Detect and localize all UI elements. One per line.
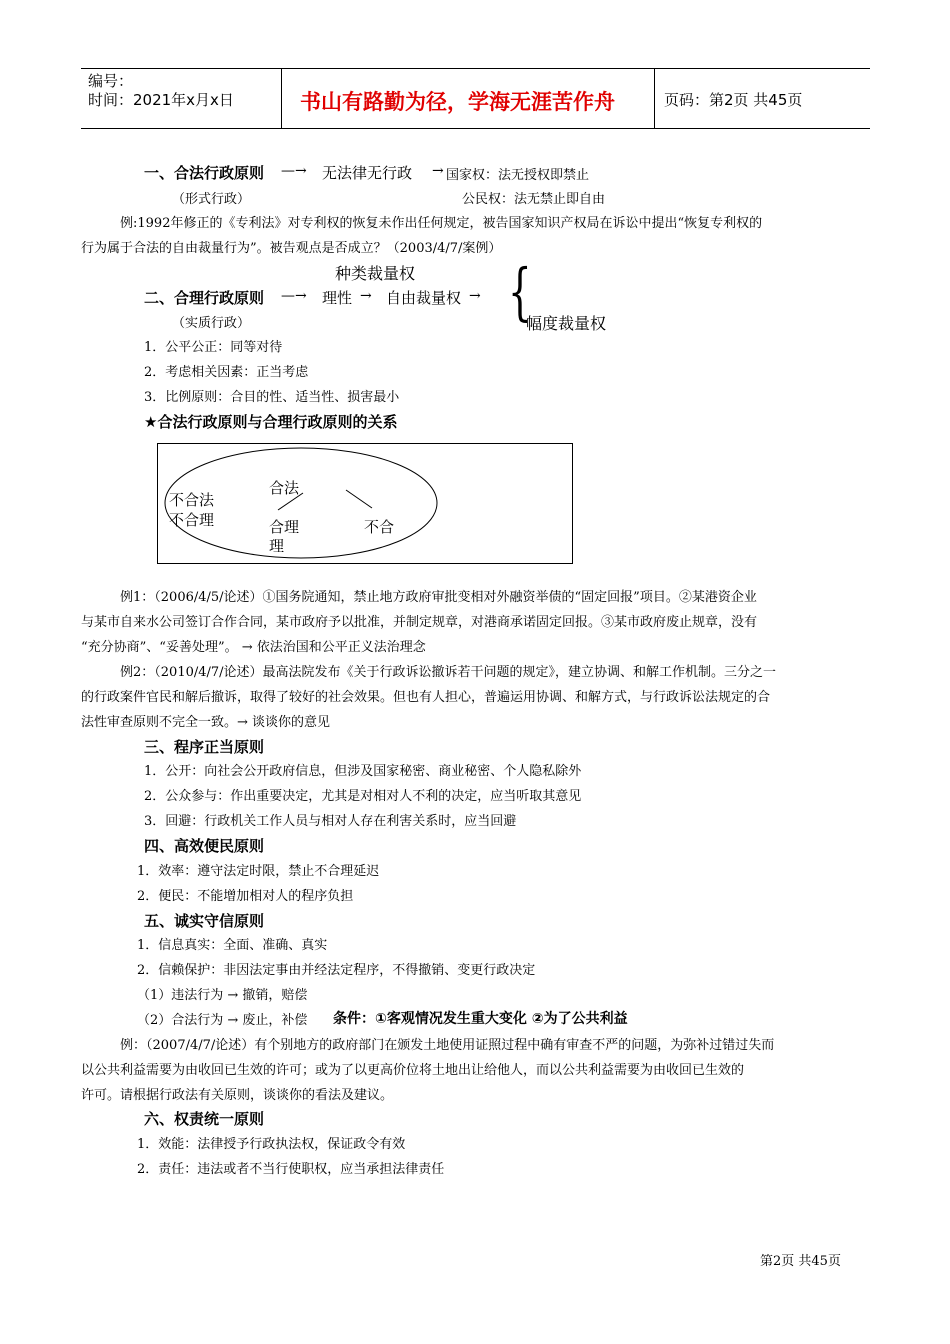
section-3-title: 三、程序正当原则 bbox=[144, 738, 265, 756]
section-1-arrow-2: → bbox=[432, 163, 444, 179]
section-2-arrow-2: → bbox=[360, 288, 372, 304]
section-1-example-line-2: 行为属于合法的自由裁量行为”。被告观点是否成立？（2003/4/7/案例） bbox=[81, 241, 502, 256]
header-page-number: 页码：第2页 共45页 bbox=[664, 91, 803, 109]
diagram-slash-right bbox=[346, 490, 372, 508]
section-5-example-line-1: 例：（2007/4/7/论述）有个别地方的政府部门在颁发土地使用证照过程中确有审查不严的问题，为弥补过错过失而 bbox=[120, 1038, 775, 1053]
section-2-arrow-3: → bbox=[469, 288, 481, 304]
section-3-item-1: 1．公开：向社会公开政府信息，但涉及国家秘密、商业秘密、个人隐私除外 bbox=[144, 764, 582, 779]
diagram-reasonable-label-2: 理 bbox=[269, 537, 285, 555]
example-1-line-1: 例1：（2006/4/5/论述）①国务院通知，禁止地方政府审批变相对外融资举债的“固定回报”项目。②某港资企业 bbox=[120, 590, 757, 605]
section-2-item-3: 3．比例原则：合目的性、适当性、损害最小 bbox=[144, 390, 400, 405]
section-4-item-2: 2．便民：不能增加相对人的程序负担 bbox=[137, 889, 354, 904]
citizen-power-rule: 公民权：法无禁止即自由 bbox=[462, 192, 606, 207]
document-number-label: 编号： bbox=[88, 72, 134, 90]
section-5-example-line-2: 以公共利益需要为由收回已生效的许可；或为了以更高价位将土地出让给他人，而以公共利益需要为由收回已生效的 bbox=[81, 1063, 745, 1078]
header-motto: 书山有路勤为径，学海无涯苦作舟 bbox=[300, 90, 615, 114]
section-3-item-3: 3．回避：行政机关工作人员与相对人存在利害关系时，应当回避 bbox=[144, 814, 517, 829]
example-2-line-3: 法性审查原则不完全一致。→ 谈谈你的意见 bbox=[81, 715, 331, 730]
section-1-note: （形式行政） bbox=[172, 192, 251, 207]
state-power-rule: 国家权：法无授权即禁止 bbox=[446, 168, 590, 183]
header-top-border bbox=[81, 68, 870, 69]
section-5-item-4: （2）合法行为 → 废止，补偿 bbox=[137, 1013, 308, 1028]
relation-title: ★合法行政原则与合理行政原则的关系 bbox=[144, 413, 398, 431]
section-3-item-2: 2．公众参与：作出重要决定，尤其是对相对人不利的决定，应当听取其意见 bbox=[144, 789, 582, 804]
section-4-title: 四、高效便民原则 bbox=[144, 837, 265, 855]
discretion-range-label: 幅度裁量权 bbox=[526, 314, 607, 333]
section-6-item-1: 1．效能：法律授予行政执法权，保证政令有效 bbox=[137, 1137, 406, 1152]
discretion-type-label: 种类裁量权 bbox=[335, 264, 416, 283]
relation-diagram-shapes bbox=[157, 443, 573, 564]
section-5-condition: 条件：①客观情况发生重大变化 ②为了公共利益 bbox=[333, 1011, 628, 1027]
diagram-reasonable-label: 合理 bbox=[269, 518, 300, 536]
document-date: 时间：2021年x月x日 bbox=[88, 91, 234, 109]
section-2-note: （实质行政） bbox=[172, 316, 251, 331]
reason-label: 理性 bbox=[322, 289, 353, 307]
section-4-item-1: 1．效率：遵守法定时限，禁止不合理延迟 bbox=[137, 864, 380, 879]
section-2-title: 二、合理行政原则 bbox=[144, 289, 265, 307]
section-5-item-2: 2．信赖保护：非因法定事由并经法定程序，不得撤销、变更行政决定 bbox=[137, 963, 536, 978]
section-1-title: 一、合法行政原则 bbox=[144, 164, 265, 182]
example-1-line-2: 与某市自来水公司签订合作合同，某市政府予以批准，并制定规章，对港商承诺固定回报。③某市政府废止规章，没有 bbox=[81, 615, 758, 630]
section-5-item-3: （1）违法行为 → 撤销，赔偿 bbox=[137, 988, 308, 1003]
header-divider-right bbox=[654, 68, 655, 128]
diagram-outer-label-1: 不合法 bbox=[169, 491, 215, 509]
diagram-outer-label-2: 不合理 bbox=[169, 511, 215, 529]
section-1-arrow: —→ bbox=[281, 163, 307, 179]
section-1-example-line-1: 例:1992年修正的《专利法》对专利权的恢复未作出任何规定，被告国家知识产权局在诉讼中提出“恢复专利权的 bbox=[120, 216, 763, 231]
header-divider-left bbox=[281, 68, 282, 128]
diagram-not-reasonable-label: 不合 bbox=[364, 518, 395, 536]
section-1-middle: 无法律无行政 bbox=[322, 164, 413, 182]
example-2-line-2: 的行政案件官民和解后撤诉，取得了较好的社会效果。但也有人担心，普遍运用协调、和解方式，与行政诉讼法规定的合 bbox=[81, 690, 771, 705]
section-5-title: 五、诚实守信原则 bbox=[144, 912, 265, 930]
footer-page-number: 第2页 共45页 bbox=[760, 1254, 841, 1269]
example-2-line-1: 例2：（2010/4/7/论述）最高法院发布《关于行政诉讼撤诉若干问题的规定》，建立协调、和解工作机制。三分之一 bbox=[120, 665, 777, 680]
discretion-brace: { bbox=[508, 255, 532, 328]
section-2-item-1: 1．公平公正：同等对待 bbox=[144, 340, 283, 355]
header-bottom-border bbox=[81, 128, 870, 129]
section-5-item-1: 1．信息真实：全面、准确、真实 bbox=[137, 938, 328, 953]
section-2-arrow: —→ bbox=[281, 288, 307, 304]
section-6-item-2: 2．责任：违法或者不当行使职权，应当承担法律责任 bbox=[137, 1162, 445, 1177]
section-6-title: 六、权责统一原则 bbox=[144, 1110, 265, 1128]
section-5-example-line-3: 许可。请根据行政法有关原则，谈谈你的看法及建议。 bbox=[81, 1088, 394, 1103]
discretion-label: 自由裁量权 bbox=[386, 289, 462, 307]
diagram-legal-label: 合法 bbox=[269, 479, 300, 497]
example-1-line-3: “充分协商”、“妥善处理”。 → 依法治国和公平正义法治理念 bbox=[81, 640, 426, 655]
section-2-item-2: 2．考虑相关因素：正当考虑 bbox=[144, 365, 309, 380]
